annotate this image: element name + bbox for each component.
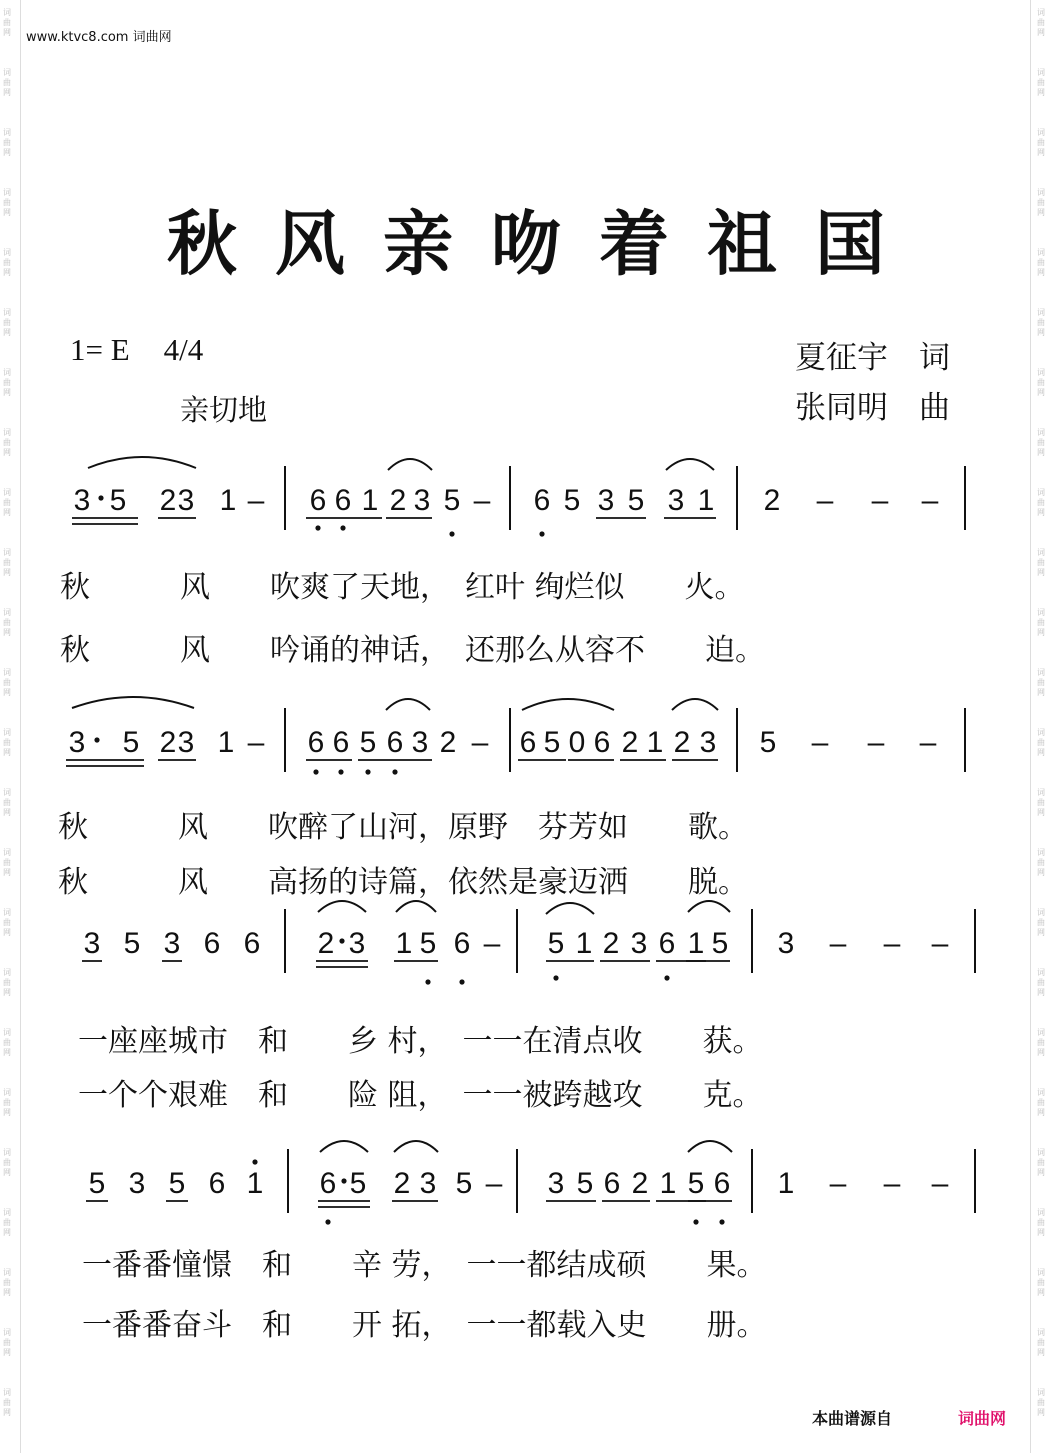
octave-dot-s3 — [553, 975, 558, 980]
watermark-glyph: 网 — [3, 328, 11, 337]
watermark-glyph: 词 — [3, 1268, 11, 1277]
octave-dot-s2 — [313, 769, 318, 774]
note-s2: 1 — [646, 726, 664, 759]
watermark-glyph: 曲 — [1037, 318, 1045, 327]
watermark-glyph: 曲 — [3, 258, 11, 267]
slur-s3 — [318, 901, 366, 912]
dot-s3 — [339, 938, 344, 943]
watermark-glyph: 曲 — [1037, 378, 1045, 387]
watermark-glyph: 词 — [1037, 1028, 1045, 1037]
footer-site-name: 词曲网 — [958, 1409, 1007, 1428]
watermark-glyph: 词 — [3, 848, 11, 857]
watermark-glyph: 曲 — [3, 138, 11, 147]
note-s2: 2 — [159, 726, 177, 759]
lyric-s3-verse2: 一个个艰难 和 险 阻， 一一被跨越攻 克。 — [78, 1078, 763, 1113]
note-s3: 2 — [317, 927, 335, 960]
note-s1: 3 — [667, 484, 685, 517]
watermark-glyph: 词 — [3, 1088, 11, 1097]
note-s3: – — [483, 927, 501, 960]
watermark-glyph: 曲 — [1037, 558, 1045, 567]
watermark-glyph: 词 — [1037, 188, 1045, 197]
watermark-glyph: 网 — [3, 988, 11, 997]
note-s4: 1 — [777, 1167, 795, 1200]
watermark-glyph: 曲 — [3, 1158, 11, 1167]
note-s1: 1 — [361, 484, 379, 517]
note-s2: – — [919, 726, 937, 759]
watermark-glyph: 网 — [1037, 1108, 1045, 1117]
watermark-glyph: 曲 — [3, 1278, 11, 1287]
watermark-glyph: 曲 — [3, 18, 11, 27]
note-s2: 6 — [307, 726, 325, 759]
slur-s3 — [546, 903, 594, 914]
watermark-glyph: 网 — [1037, 88, 1045, 97]
watermark-glyph: 曲 — [3, 1218, 11, 1227]
watermark-glyph: 网 — [3, 268, 11, 277]
note-s1: 5 — [627, 484, 645, 517]
watermark-glyph: 曲 — [1037, 1218, 1045, 1227]
watermark-glyph: 曲 — [1037, 858, 1045, 867]
note-s1: 5 — [563, 484, 581, 517]
note-s4: 3 — [128, 1167, 146, 1200]
watermark-glyph: 曲 — [1037, 1098, 1045, 1107]
note-s2: 6 — [332, 726, 350, 759]
watermark-glyph: 网 — [3, 1348, 11, 1357]
note-s1: 2 — [159, 484, 177, 517]
watermark-glyph: 曲 — [1037, 78, 1045, 87]
note-s1: – — [816, 484, 834, 517]
note-s4: 3 — [419, 1167, 437, 1200]
watermark-glyph: 词 — [3, 8, 11, 17]
watermark-glyph: 网 — [1037, 508, 1045, 517]
note-s4: 6 — [319, 1167, 337, 1200]
watermark-glyph: 曲 — [3, 498, 11, 507]
note-s1: 3 — [413, 484, 431, 517]
watermark-glyph: 词 — [1037, 908, 1045, 917]
site-url: www.ktvc8.com 词曲网 — [26, 30, 172, 45]
watermark-glyph: 曲 — [1037, 1158, 1045, 1167]
watermark-glyph: 网 — [3, 1108, 11, 1117]
watermark-glyph: 网 — [3, 448, 11, 457]
composer-credit: 张同明 曲 — [795, 390, 950, 425]
note-s3: 1 — [395, 927, 413, 960]
watermark-glyph: 词 — [3, 128, 11, 137]
note-s2: 5 — [122, 726, 140, 759]
note-s1: 1 — [697, 484, 715, 517]
watermark-glyph: 网 — [1037, 628, 1045, 637]
note-s1: 1 — [219, 484, 237, 517]
octave-dot-s4 — [325, 1219, 330, 1224]
note-s4: 6 — [603, 1167, 621, 1200]
slur-s2 — [386, 699, 430, 710]
watermark-glyph: 网 — [3, 868, 11, 877]
note-s1: 6 — [334, 484, 352, 517]
watermark-glyph: 词 — [3, 188, 11, 197]
note-s3: 2 — [602, 927, 620, 960]
octave-dot-s1 — [315, 525, 320, 530]
slur-s3 — [396, 901, 436, 912]
watermark-glyph: 词 — [3, 248, 11, 257]
note-s1: 6 — [533, 484, 551, 517]
watermark-glyph: 词 — [3, 668, 11, 677]
note-s1: – — [871, 484, 889, 517]
watermark-glyph: 网 — [3, 28, 11, 37]
note-s2: – — [811, 726, 829, 759]
watermark-glyph: 词 — [1037, 1208, 1045, 1217]
octave-dot-s4 — [719, 1219, 724, 1224]
watermark-glyph: 曲 — [3, 318, 11, 327]
tempo-marking: 亲切地 — [180, 395, 268, 427]
note-s2: 5 — [359, 726, 377, 759]
slur-s1 — [88, 457, 196, 468]
note-s3: 3 — [348, 927, 366, 960]
note-s3: 5 — [419, 927, 437, 960]
watermark-glyph: 网 — [3, 508, 11, 517]
lyric-s3-verse1: 一座座城市 和 乡 村， 一一在清点收 获。 — [78, 1024, 763, 1059]
note-s3: 5 — [547, 927, 565, 960]
watermark-glyph: 词 — [3, 1388, 11, 1397]
octave-dot-s3 — [664, 975, 669, 980]
lyric-s1-verse1: 秋 风 吹爽了天地， 红叶 绚烂似 火。 — [60, 570, 745, 605]
note-s4: – — [829, 1167, 847, 1200]
lyric-s1-verse2: 秋 风 吟诵的神话， 还那么从容不 迫。 — [60, 633, 765, 668]
octave-dot-s1 — [449, 531, 454, 536]
watermark-glyph: 词 — [1037, 608, 1045, 617]
watermark-glyph: 网 — [1037, 1288, 1045, 1297]
note-s3: 5 — [123, 927, 141, 960]
slur-s3 — [688, 901, 730, 912]
note-s2: 0 — [568, 726, 586, 759]
watermark-glyph: 曲 — [1037, 1338, 1045, 1347]
watermark-glyph: 词 — [3, 308, 11, 317]
note-s4: 5 — [349, 1167, 367, 1200]
watermark-glyph: 网 — [1037, 448, 1045, 457]
note-s2: 5 — [543, 726, 561, 759]
watermark-glyph: 曲 — [1037, 198, 1045, 207]
watermark-glyph: 网 — [3, 568, 11, 577]
watermark-glyph: 词 — [3, 1148, 11, 1157]
watermark-glyph: 词 — [3, 608, 11, 617]
note-s4: – — [485, 1167, 503, 1200]
watermark-glyph: 曲 — [1037, 918, 1045, 927]
note-s4: 2 — [631, 1167, 649, 1200]
watermark-glyph: 网 — [3, 688, 11, 697]
note-s2: 1 — [217, 726, 235, 759]
note-s4: – — [931, 1167, 949, 1200]
watermark-glyph: 词 — [3, 428, 11, 437]
note-s1: 2 — [763, 484, 781, 517]
watermark-glyph: 曲 — [1037, 798, 1045, 807]
note-s1: 3 — [73, 484, 91, 517]
watermark-glyph: 词 — [1037, 668, 1045, 677]
watermark-glyph: 词 — [3, 68, 11, 77]
watermark-glyph: 曲 — [1037, 18, 1045, 27]
watermark-glyph: 网 — [1037, 268, 1045, 277]
watermark-glyph: 网 — [3, 88, 11, 97]
watermark-glyph: 曲 — [3, 618, 11, 627]
note-s2: 6 — [519, 726, 537, 759]
note-s1: 5 — [443, 484, 461, 517]
octave-dot-s2 — [338, 769, 343, 774]
watermark-glyph: 词 — [1037, 428, 1045, 437]
note-s3: 1 — [687, 927, 705, 960]
note-s1: – — [473, 484, 491, 517]
octave-dot-s3 — [425, 979, 430, 984]
watermark-glyph: 网 — [3, 1048, 11, 1057]
watermark-glyph: 网 — [1037, 28, 1045, 37]
watermark-glyph: 词 — [1037, 308, 1045, 317]
watermark-glyph: 词 — [1037, 728, 1045, 737]
note-s4: 5 — [576, 1167, 594, 1200]
note-s3: 1 — [575, 927, 593, 960]
note-s1: 3 — [597, 484, 615, 517]
lyric-s2-verse2: 秋 风 高扬的诗篇，依然是豪迈洒 脱。 — [58, 865, 748, 900]
watermark-glyph: 曲 — [1037, 1398, 1045, 1407]
watermark-glyph: 词 — [1037, 788, 1045, 797]
watermark-glyph: 词 — [3, 1028, 11, 1037]
watermark-glyph: 曲 — [3, 558, 11, 567]
note-s4: 6 — [713, 1167, 731, 1200]
note-s1: 5 — [109, 484, 127, 517]
note-s4: 5 — [168, 1167, 186, 1200]
octave-dot-s1 — [340, 525, 345, 530]
watermark-glyph: 词 — [1037, 368, 1045, 377]
watermark-glyph: 曲 — [1037, 678, 1045, 687]
watermark-glyph: 词 — [1037, 1088, 1045, 1097]
note-s3: 6 — [243, 927, 261, 960]
note-s4: 5 — [455, 1167, 473, 1200]
dot-s1 — [98, 495, 103, 500]
watermark-glyph: 词 — [3, 788, 11, 797]
note-s4: 6 — [208, 1167, 226, 1200]
note-s1: 2 — [389, 484, 407, 517]
octave-dot-s4 — [693, 1219, 698, 1224]
watermark-glyph: 词 — [1037, 248, 1045, 257]
note-s3: – — [931, 927, 949, 960]
watermark-glyph: 网 — [1037, 928, 1045, 937]
watermark-glyph: 词 — [1037, 68, 1045, 77]
high-octave-dot-s4 — [252, 1159, 257, 1164]
note-s3: – — [829, 927, 847, 960]
watermark-glyph: 曲 — [3, 78, 11, 87]
note-s4: 2 — [393, 1167, 411, 1200]
octave-dot-s2 — [392, 769, 397, 774]
watermark-glyph: 网 — [3, 808, 11, 817]
note-s2: – — [867, 726, 885, 759]
watermark-glyph: 词 — [1037, 488, 1045, 497]
watermark-glyph: 词 — [1037, 1388, 1045, 1397]
octave-dot-s3 — [459, 979, 464, 984]
time-signature: 4/4 — [163, 332, 204, 367]
lyric-s4-verse1: 一番番憧憬 和 辛 劳， 一一都结成硕 果。 — [82, 1248, 767, 1283]
watermark-glyph: 曲 — [1037, 978, 1045, 987]
note-s2: 2 — [673, 726, 691, 759]
watermark-glyph: 网 — [3, 208, 11, 217]
song-title: 秋风亲吻着祖国 — [167, 203, 923, 285]
watermark-glyph: 曲 — [1037, 138, 1045, 147]
slur-s1 — [388, 459, 432, 470]
slur-s2 — [72, 697, 194, 708]
slur-s4 — [320, 1141, 368, 1152]
watermark-glyph: 词 — [1037, 848, 1045, 857]
octave-dot-s2 — [365, 769, 370, 774]
note-s2: 2 — [439, 726, 457, 759]
watermark-glyph: 网 — [3, 1228, 11, 1237]
watermark-glyph: 词 — [3, 728, 11, 737]
octave-dot-s1 — [539, 531, 544, 536]
watermark-glyph: 网 — [1037, 208, 1045, 217]
watermark-glyph: 词 — [1037, 548, 1045, 557]
watermark-glyph: 曲 — [3, 918, 11, 927]
watermark-glyph: 网 — [1037, 568, 1045, 577]
note-s4: 1 — [659, 1167, 677, 1200]
watermark-glyph: 词 — [1037, 968, 1045, 977]
watermark-glyph: 曲 — [3, 858, 11, 867]
watermark-glyph: 网 — [3, 628, 11, 637]
dot-s2 — [94, 737, 99, 742]
note-s3: 3 — [163, 927, 181, 960]
watermark-glyph: 词 — [3, 968, 11, 977]
note-s3: – — [883, 927, 901, 960]
note-s2: 3 — [411, 726, 429, 759]
watermark-glyph: 网 — [1037, 868, 1045, 877]
watermark-glyph: 网 — [1037, 148, 1045, 157]
watermark-glyph: 词 — [3, 1328, 11, 1337]
slur-s2 — [522, 699, 614, 710]
watermark-glyph: 网 — [1037, 388, 1045, 397]
footer-source-label: 本曲谱源自 — [812, 1409, 893, 1428]
watermark-glyph: 词 — [1037, 1328, 1045, 1337]
note-s3: 3 — [83, 927, 101, 960]
watermark-glyph: 曲 — [3, 1038, 11, 1047]
slur-s4 — [394, 1141, 438, 1152]
watermark-glyph: 曲 — [3, 1098, 11, 1107]
key-signature: 1= E — [70, 332, 130, 367]
watermark-glyph: 网 — [1037, 1228, 1045, 1237]
slur-s4 — [688, 1141, 732, 1152]
note-s2: 2 — [621, 726, 639, 759]
watermark-glyph: 词 — [1037, 128, 1045, 137]
watermark-glyph: 网 — [1037, 328, 1045, 337]
note-s4: 5 — [687, 1167, 705, 1200]
note-s3: 6 — [658, 927, 676, 960]
note-s3: 3 — [630, 927, 648, 960]
note-s1: 6 — [309, 484, 327, 517]
note-s3: 6 — [453, 927, 471, 960]
watermark-glyph: 词 — [3, 1208, 11, 1217]
watermark-glyph: 曲 — [3, 198, 11, 207]
note-s4: 3 — [547, 1167, 565, 1200]
note-s1: – — [247, 484, 265, 517]
watermark-glyph: 网 — [3, 388, 11, 397]
watermark-glyph: 曲 — [3, 798, 11, 807]
watermark-glyph: 曲 — [3, 378, 11, 387]
watermark-glyph: 网 — [3, 1288, 11, 1297]
watermark-glyph: 词 — [1037, 1148, 1045, 1157]
watermark-glyph: 网 — [3, 1168, 11, 1177]
watermark-glyph: 词 — [3, 548, 11, 557]
lyric-s2-verse1: 秋 风 吹醉了山河，原野 芬芳如 歌。 — [58, 810, 748, 845]
lyric-s4-verse2: 一番番奋斗 和 开 拓， 一一都载入史 册。 — [82, 1308, 767, 1343]
watermark-glyph: 网 — [3, 1408, 11, 1417]
watermark-glyph: 曲 — [1037, 498, 1045, 507]
watermark-glyph: 词 — [3, 488, 11, 497]
note-s3: 6 — [203, 927, 221, 960]
watermark-glyph: 网 — [1037, 1348, 1045, 1357]
watermark-glyph: 网 — [1037, 688, 1045, 697]
note-s1: – — [921, 484, 939, 517]
watermark-glyph: 网 — [3, 148, 11, 157]
watermark-glyph: 曲 — [3, 1338, 11, 1347]
watermark-glyph: 曲 — [1037, 1278, 1045, 1287]
watermark-glyph: 曲 — [1037, 738, 1045, 747]
watermark-glyph: 词 — [3, 908, 11, 917]
note-s2: – — [471, 726, 489, 759]
watermark-glyph: 网 — [3, 748, 11, 757]
watermark-glyph: 曲 — [1037, 1038, 1045, 1047]
watermark-glyph: 网 — [1037, 988, 1045, 997]
watermark-glyph: 网 — [1037, 808, 1045, 817]
watermark-glyph: 曲 — [1037, 618, 1045, 627]
watermark-glyph: 曲 — [3, 1398, 11, 1407]
note-s2: – — [247, 726, 265, 759]
note-s2: 3 — [177, 726, 195, 759]
note-s2: 6 — [386, 726, 404, 759]
watermark-glyph: 词 — [1037, 8, 1045, 17]
watermark-glyph: 网 — [1037, 1168, 1045, 1177]
watermark-glyph: 曲 — [1037, 438, 1045, 447]
note-s2: 5 — [759, 726, 777, 759]
watermark-glyph: 词 — [3, 368, 11, 377]
note-s2: 3 — [699, 726, 717, 759]
watermark-glyph: 词 — [1037, 1268, 1045, 1277]
watermark-glyph: 曲 — [3, 738, 11, 747]
watermark-glyph: 曲 — [3, 438, 11, 447]
watermark-glyph: 曲 — [3, 678, 11, 687]
note-s3: 5 — [711, 927, 729, 960]
watermark-glyph: 网 — [1037, 748, 1045, 757]
slur-s1 — [666, 459, 714, 470]
note-s2: 3 — [68, 726, 86, 759]
note-s4: 5 — [88, 1167, 106, 1200]
note-s4: 1 — [246, 1167, 264, 1200]
slur-s2 — [672, 699, 718, 710]
watermark-glyph: 网 — [3, 928, 11, 937]
watermark-glyph: 网 — [1037, 1408, 1045, 1417]
watermark-glyph: 曲 — [3, 978, 11, 987]
watermark-glyph: 曲 — [1037, 258, 1045, 267]
dot-s4 — [341, 1178, 346, 1183]
note-s3: 3 — [777, 927, 795, 960]
note-s2: 6 — [593, 726, 611, 759]
watermark-glyph: 网 — [1037, 1048, 1045, 1057]
note-s1: 3 — [177, 484, 195, 517]
lyricist-credit: 夏征宇 词 — [795, 340, 950, 375]
note-s4: – — [883, 1167, 901, 1200]
